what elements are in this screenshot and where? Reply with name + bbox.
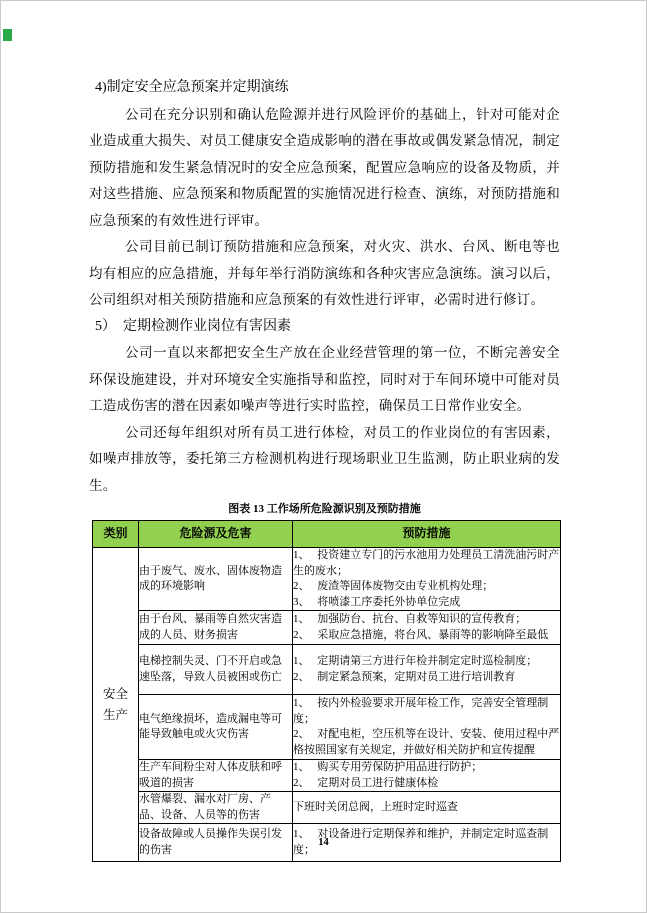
col-header-hazard: 危险源及危害 [139, 521, 293, 548]
measure-item: 2、 废渣等固体废物交由专业机构处理； [293, 580, 494, 592]
hazard-cell: 生产车间粉尘对人体皮肤和呼吸道的损害 [139, 760, 293, 792]
measures-cell [293, 760, 561, 792]
measure-item: 1、 加强防台、抗台、自救等知识的宣传教育； [293, 613, 527, 625]
paragraph-drills: 公司目前已制订预防措施和应急预案，对火灾、洪水、台风、断电等也均有相应的应急措施，并每年举行消防演练和各种灾害应急演练。演习以后，公司组织对相关预防措施和应急预案的有效性进行评审，必需时进行修订。 [89, 239, 560, 307]
hazard-cell: 电气绝缘损坏，造成漏电等可能导致触电或火灾伤害 [139, 695, 293, 760]
measures-cell [293, 548, 561, 611]
measures-cell [293, 611, 561, 645]
hazard-table [92, 520, 561, 862]
page-content [89, 75, 560, 862]
table-row [93, 760, 561, 792]
measures-cell [293, 792, 561, 824]
hazard-cell: 设备故障或人员操作失误引发的伤害 [139, 824, 293, 862]
table-row [93, 548, 561, 611]
measure-item: 3、 将喷漆工序委托外协单位完成 [293, 595, 461, 608]
table-header-row [93, 521, 561, 548]
measure-item: 1、 按内外检验要求开展年检工作，完善安全管理制度； [293, 697, 549, 725]
table-row [93, 695, 561, 760]
paragraph-emergency-plan: 公司在充分识别和确认危险源并进行风险评价的基础上，针对可能对企业造成重大损失、对员工健康安全造成影响的潜在事故或偶发紧急情况，制定预防措施和发生紧急情况时的安全应急预案，配置应急响应的设备及物质，并对这些措施、应急预案和物质配置的实施情况进行检查、演练，对预防措施和应急预案的有效性进行评审。 [89, 106, 560, 228]
hazard-cell: 由于废气、废水、固体废物造成的环境影响 [139, 548, 293, 611]
measure-item: 2、 对配电柜，空压机等在设计、安装、使用过程中严格按照国家有关规定，并做好相关防护和宣传提醒 [293, 728, 560, 756]
paragraph-health-check: 公司还每年组织对所有员工进行体检，对员工的作业岗位的有害因素，如噪声排放等，委托第三方检测机构进行现场职业卫生监测，防止职业病的发生。 [89, 424, 560, 493]
table-row [93, 792, 561, 824]
category-line: 安全 [102, 686, 128, 701]
section-heading-5: 5） 定期检测作业岗位有害因素 [95, 318, 291, 334]
measures-cell [293, 645, 561, 695]
measure-item: 2、 采取应急措施，将台风、暴雨等的影响降至最低 [293, 628, 549, 641]
table-row [93, 611, 561, 645]
measure-item: 1、 购买专用劳保防护用品进行防护； [293, 761, 483, 773]
measure-item: 2、 制定紧急预案，定期对员工进行培训教育 [293, 670, 516, 683]
corner-marker [3, 29, 12, 41]
category-cell [93, 548, 139, 862]
hazard-cell: 电梯控制失灵、门不开启或急速坠落，导致人员被困或伤亡 [139, 645, 293, 695]
hazard-cell: 水管爆裂、漏水对厂房、产品、设备、人员等的伤害 [139, 792, 293, 824]
measure-item: 2、 定期对员工进行健康体检 [293, 776, 439, 789]
hazard-cell: 由于台风、暴雨等自然灾害造成的人员、财务损害 [139, 611, 293, 645]
category-line: 生产 [102, 707, 128, 722]
table-row [93, 645, 561, 695]
measure-item: 1、 对设备进行定期保养和维护，并制定定时巡查制度； [293, 828, 549, 856]
measures-cell [293, 695, 561, 760]
table-caption: 图表 13 工作场所危险源识别及预防措施 [228, 503, 421, 515]
paragraph-monitoring: 公司一直以来都把安全生产放在企业经营管理的第一位，不断完善安全环保设施建设，并对环境安全实施指导和监控，同时对于车间环境中可能对员工造成伤害的潜在因素如噪声等进行实时监控，确保员工日常作业安全。 [89, 345, 560, 413]
measure-item: 1、 投资建立专门的污水池用力处理员工清洗油污时产生的废水； [293, 549, 560, 577]
col-header-measures: 预防措施 [293, 521, 561, 548]
measure-item: 1、 定期请第三方进行年检并制定定时巡检制度； [293, 655, 538, 667]
col-header-category: 类别 [93, 521, 139, 548]
section-heading-4: 4)制定安全应急预案并定期演练 [95, 80, 289, 95]
page-number: 14 [318, 837, 329, 848]
measure-item: 下班时关闭总阀，上班时定时巡查 [293, 800, 458, 813]
